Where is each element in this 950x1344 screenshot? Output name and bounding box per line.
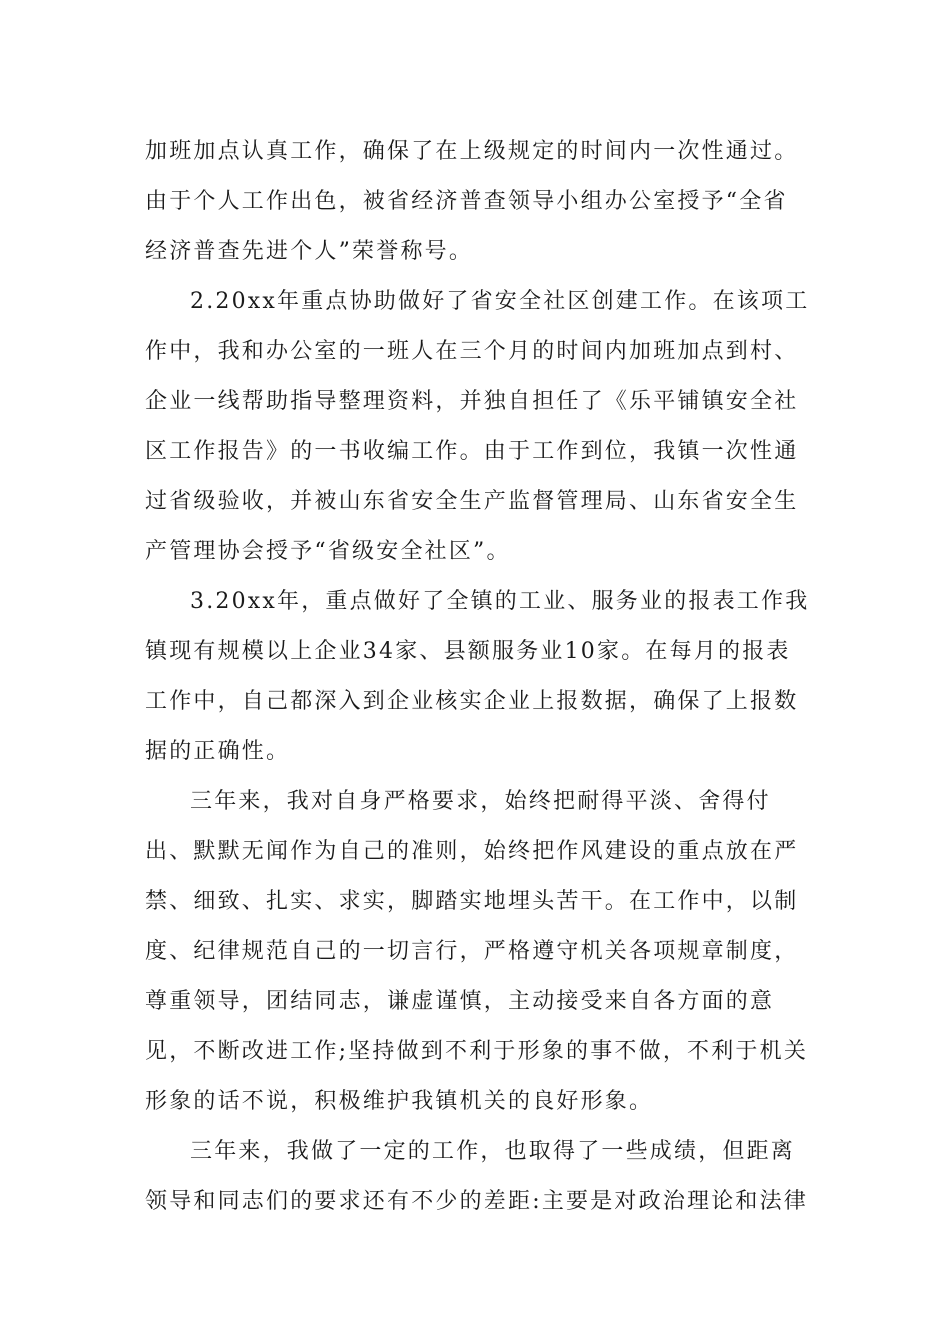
- text-line: 据的正确性。: [145, 739, 291, 764]
- text-line: 由于个人工作出色，被省经济普查领导小组办公室授予“全省: [145, 189, 788, 214]
- text-line: 出、默默无闻作为自己的准则，始终把作风建设的重点放在严: [145, 839, 799, 864]
- text-line: 尊重领导，团结同志，谦虚谨慎，主动接受来自各方面的意: [145, 989, 775, 1014]
- text-line: 镇现有规模以上企业34家、县额服务业10家。在每月的报表: [145, 639, 791, 664]
- text-line: 工作中，自己都深入到企业核实企业上报数据，确保了上报数: [145, 689, 799, 714]
- paragraph-start-line: 三年来，我做了一定的工作，也取得了一些成绩，但距离: [190, 1139, 796, 1164]
- paragraph-start-line: 3.20xx年，重点做好了全镇的工业、服务业的报表工作我: [190, 589, 810, 614]
- text-line: 见，不断改进工作;坚持做到不利于形象的事不做，不利于机关: [145, 1039, 809, 1064]
- text-line: 过省级验收，并被山东省安全生产监督管理局、山东省安全生: [145, 489, 799, 514]
- text-line: 禁、细致、扎实、求实，脚踏实地埋头苦干。在工作中，以制: [145, 889, 799, 914]
- text-line: 形象的话不说，积极维护我镇机关的良好形象。: [145, 1089, 654, 1114]
- text-line: 区工作报告》的一书收编工作。由于工作到位，我镇一次性通: [145, 439, 799, 464]
- text-line: 产管理协会授予“省级安全社区”。: [145, 539, 511, 564]
- text-line: 企业一线帮助指导整理资料，并独自担任了《乐平铺镇安全社: [145, 389, 799, 414]
- paragraph-start-line: 2.20xx年重点协助做好了省安全社区创建工作。在该项工: [190, 289, 810, 314]
- text-line: 加班加点认真工作，确保了在上级规定的时间内一次性通过。: [145, 139, 799, 164]
- paragraph-start-line: 三年来，我对自身严格要求，始终把耐得平淡、舍得付: [190, 789, 771, 814]
- text-line: 领导和同志们的要求还有不少的差距:主要是对政治理论和法律: [145, 1189, 809, 1214]
- text-line: 度、纪律规范自己的一切言行，严格遵守机关各项规章制度，: [145, 939, 799, 964]
- text-line: 作中，我和办公室的一班人在三个月的时间内加班加点到村、: [145, 339, 799, 364]
- text-line: 经济普查先进个人”荣誉称号。: [145, 239, 474, 264]
